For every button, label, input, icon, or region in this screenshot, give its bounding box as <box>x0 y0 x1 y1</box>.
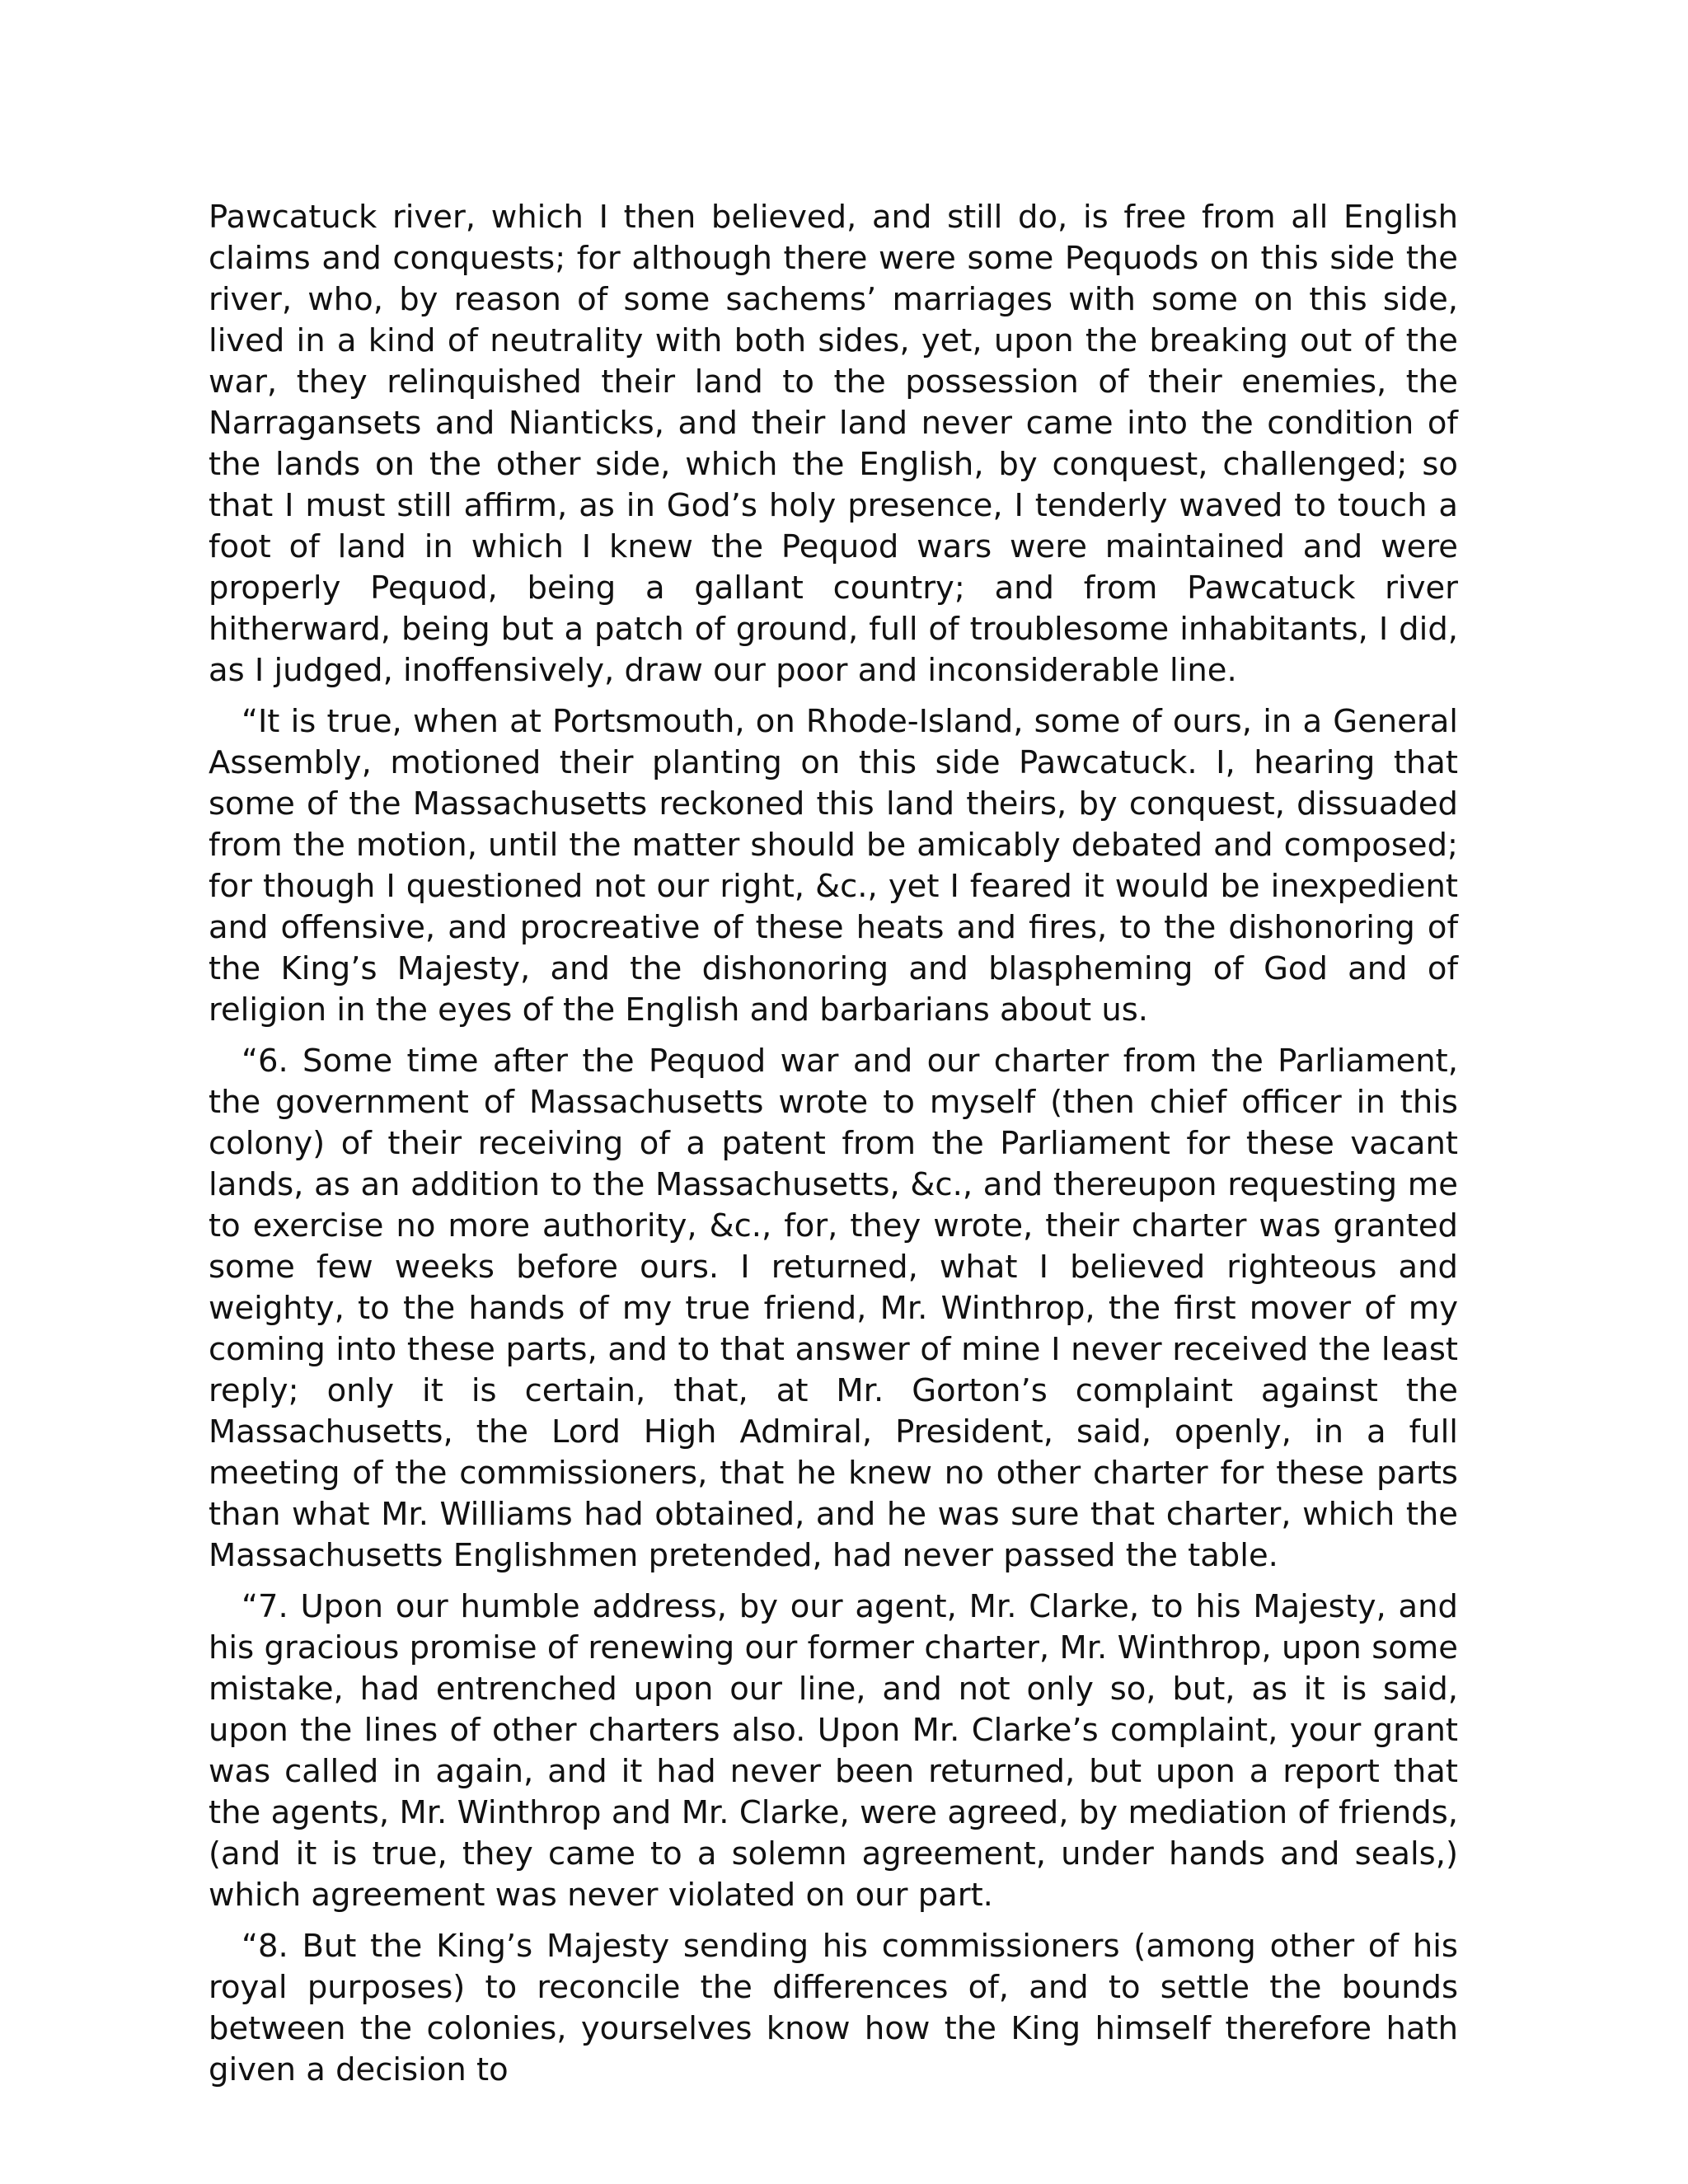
paragraph-portsmouth: “It is true, when at Portsmouth, on Rhode-Island, some of ours, in a General Assembly, motioned their planting on this side Pawcatuck. I, hearing that some of the Massachusetts reckoned this land theirs, by conquest, dissuaded from the motion, until the matter should be amicably debated and composed; for though I questioned not our right, &c., yet I feared it would be inexpedient and offensive, and procreative of these heats and fires, to the dishonoring of the King’s Majesty, and the dishonoring and blaspheming of God and of religion in the eyes of the English and barbarians about us. <box>209 703 1458 1029</box>
paragraph-point-8: “8. But the King’s Majesty sending his commissioners (among other of his royal purposes) to reconcile the differences of, and to settle the bounds between the colonies, yourselves know how the King himself therefore hath given a decision to <box>209 1928 1458 2088</box>
paragraph-point-7: “7. Upon our humble address, by our agent, Mr. Clarke, to his Majesty, and his gracious promise of renewing our former charter, Mr. Winthrop, upon some mistake, had entrenched upon our line, and not only so, but, as it is said, upon the lines of other charters also. Upon Mr. Clarke’s complaint, your grant was called in again, and it had never been returned, but upon a report that the agents, Mr. Winthrop and Mr. Clarke, were agreed, by mediation of friends, (and it is true, they came to a solemn agreement, under hands and seals,) which agreement was never violated on our part. <box>209 1588 1458 1914</box>
paragraph-continuation: Pawcatuck river, which I then believed, and still do, is free from all English claims and conquests; for although there were some Pequods on this side the river, who, by reason of some sachems’ marriages with some on this side, lived in a kind of neutrality with both sides, yet, upon the breaking out of the war, they relinquished their land to the possession of their enemies, the Narragansets and Nianticks, and their land never came into the condition of the lands on the other side, which the English, by conquest, challenged; so that I must still affirm, as in God’s holy presence, I tenderly waved to touch a foot of land in which I knew the Pequod wars were maintained and were properly Pequod, being a gallant country; and from Pawcatuck river hitherward, being but a patch of ground, full of troublesome inhabitants, I did, as I judged, inoffensively, draw our poor and inconsiderable line. <box>209 199 1458 689</box>
document-page <box>209 197 1458 2091</box>
paragraph-point-6: “6. Some time after the Pequod war and our charter from the Parliament, the government of Massachusetts wrote to myself (then chief officer in this colony) of their receiving of a patent from the Parliament for these vacant lands, as an addition to the Massachusetts, &c., and thereupon requesting me to exercise no more authority, &c., for, they wrote, their charter was granted some few weeks before ours. I returned, what I believed righteous and weighty, to the hands of my true friend, Mr. Winthrop, the first mover of my coming into these parts, and to that answer of mine I never received the least reply; only it is certain, that, at Mr. Gorton’s complaint against the Massachusetts, the Lord High Admiral, President, said, openly, in a full meeting of the commissioners, that he knew no other charter for these parts than what Mr. Williams had obtained, and he was sure that charter, which the Massachusetts Englishmen pretended, had never passed the table. <box>209 1043 1458 1574</box>
